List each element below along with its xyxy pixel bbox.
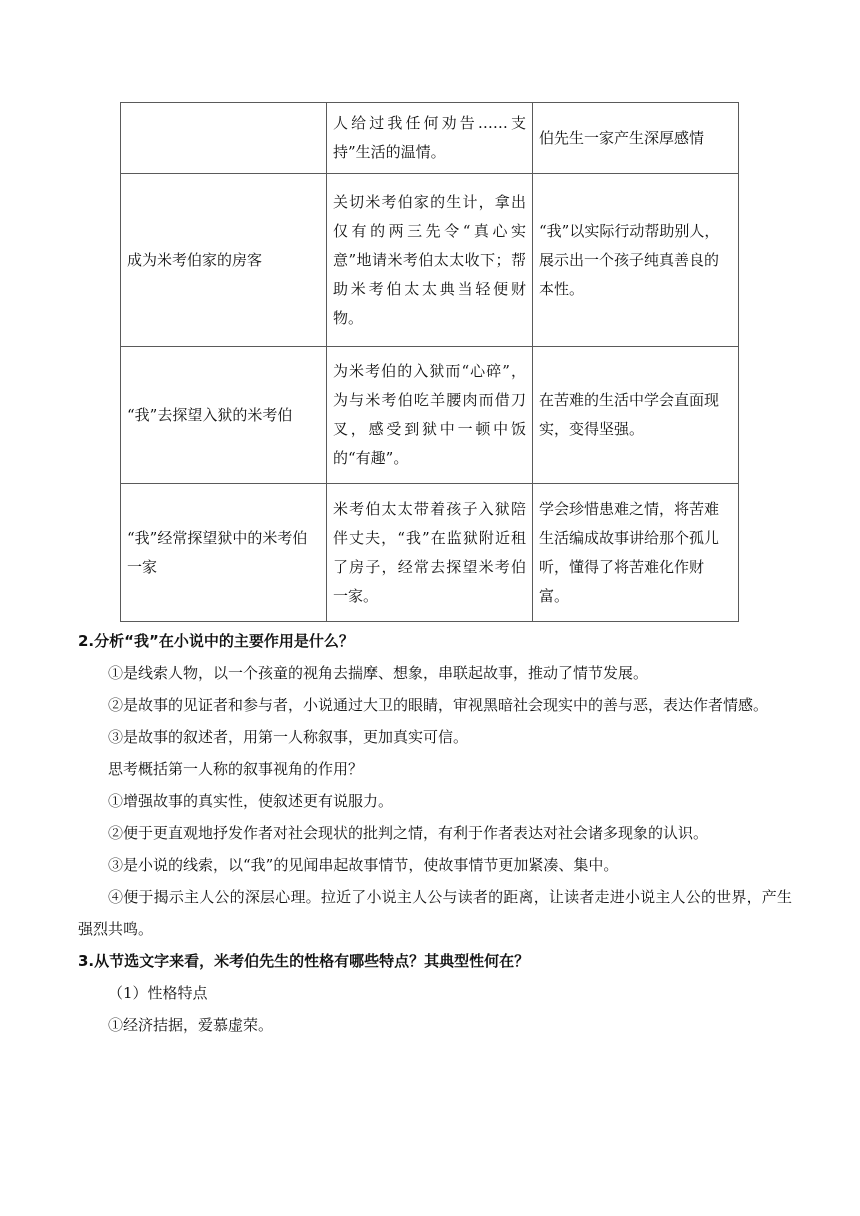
table-row: [121, 174, 739, 347]
table-cell-col-2: [327, 347, 533, 484]
cell-text: 在苦难的生活中学会直面现实，变得坚强。: [539, 391, 720, 438]
summary-table-container: [120, 102, 739, 622]
cell-text: 伯先生一家产生深厚感情: [539, 128, 705, 147]
think-point-1: ①增强故事的真实性，使叙述更有说服力。: [108, 792, 394, 810]
table-row: [121, 484, 739, 622]
q2-point-1: ①是线索人物，以一个孩童的视角去揣摩、想象，串联起故事，推动了情节发展。: [108, 664, 649, 682]
table-cell-col-1: [121, 347, 327, 484]
analysis-text: [78, 625, 792, 1041]
cell-text: 学会珍惜患难之情，将苦难生活编成故事讲给那个孤儿听，懂得了将苦难化作财富。: [539, 499, 720, 605]
cell-text: “我”以实际行动帮助别人，: [539, 221, 720, 240]
cell-text: “我”去探望入狱的米考伯: [127, 405, 293, 424]
cell-text: 人给过我任何劝告……支持”生活的温情。: [333, 114, 526, 161]
table-cell-col-2: [327, 174, 533, 347]
summary-table: [120, 102, 739, 622]
cell-text: 为米考伯的入狱而“心碎”，为与米考伯吃羊腰肉而借刀叉，感受到狱中一顿中饭的“有趣”。: [333, 362, 526, 467]
cell-text: “我”经常探望狱中的米考伯一家: [127, 528, 308, 576]
q2-point-2: ②是故事的见证者和参与者，小说通过大卫的眼睛，审视黑暗社会现实中的善与恶，表达作者情感。: [108, 696, 769, 714]
table-row: [121, 103, 739, 174]
q3-subheading: （1）性格特点: [108, 984, 208, 1002]
table-row: [121, 347, 739, 484]
question-2-heading: 2.分析“我”在小说中的主要作用是什么？: [78, 632, 354, 650]
think-point-4: ④便于揭示主人公的深层心理。拉近了小说主人公与读者的距离，让读者走进小说主人公的世界，产生强烈共鸣。: [78, 888, 792, 938]
table-cell-col-3: [533, 174, 739, 347]
q3-point-1: ①经济拮据，爱慕虚荣。: [108, 1016, 274, 1034]
table-cell-col-1: [121, 103, 327, 174]
table-cell-col-1: [121, 174, 327, 347]
cell-text: 成为米考伯家的房客: [127, 250, 263, 269]
summary-table-body: [121, 103, 739, 622]
table-cell-col-2: [327, 484, 533, 622]
cell-text: 展示出一个孩子纯真善良的本性。: [539, 250, 720, 298]
question-3-heading: 3.从节选文字来看，米考伯先生的性格有哪些特点？其典型性何在？: [78, 952, 530, 970]
think-point-2: ②便于更直观地抒发作者对社会现状的批判之情，有利于作者表达对社会诸多现象的认识。: [108, 824, 709, 842]
table-cell-col-1: [121, 484, 327, 622]
think-prompt: 思考概括第一人称的叙事视角的作用？: [108, 760, 364, 778]
cell-text: 关切米考伯家的生计，拿出仅有的两三先令“真心实意”地请米考伯太太收下；帮助米考伯太太典当轻便财物。: [333, 192, 526, 327]
table-cell-col-3: [533, 484, 739, 622]
table-cell-col-3: [533, 347, 739, 484]
table-cell-col-2: [327, 103, 533, 174]
q2-point-3: ③是故事的叙述者，用第一人称叙事，更加真实可信。: [108, 728, 469, 746]
table-cell-col-3: [533, 103, 739, 174]
cell-text: 米考伯太太带着孩子入狱陪伴丈夫，“我”在监狱附近租了房子，经常去探望米考伯一家。: [333, 499, 526, 605]
think-point-3: ③是小说的线索，以“我”的见闻串起故事情节，使故事情节更加紧凑、集中。: [108, 856, 619, 874]
